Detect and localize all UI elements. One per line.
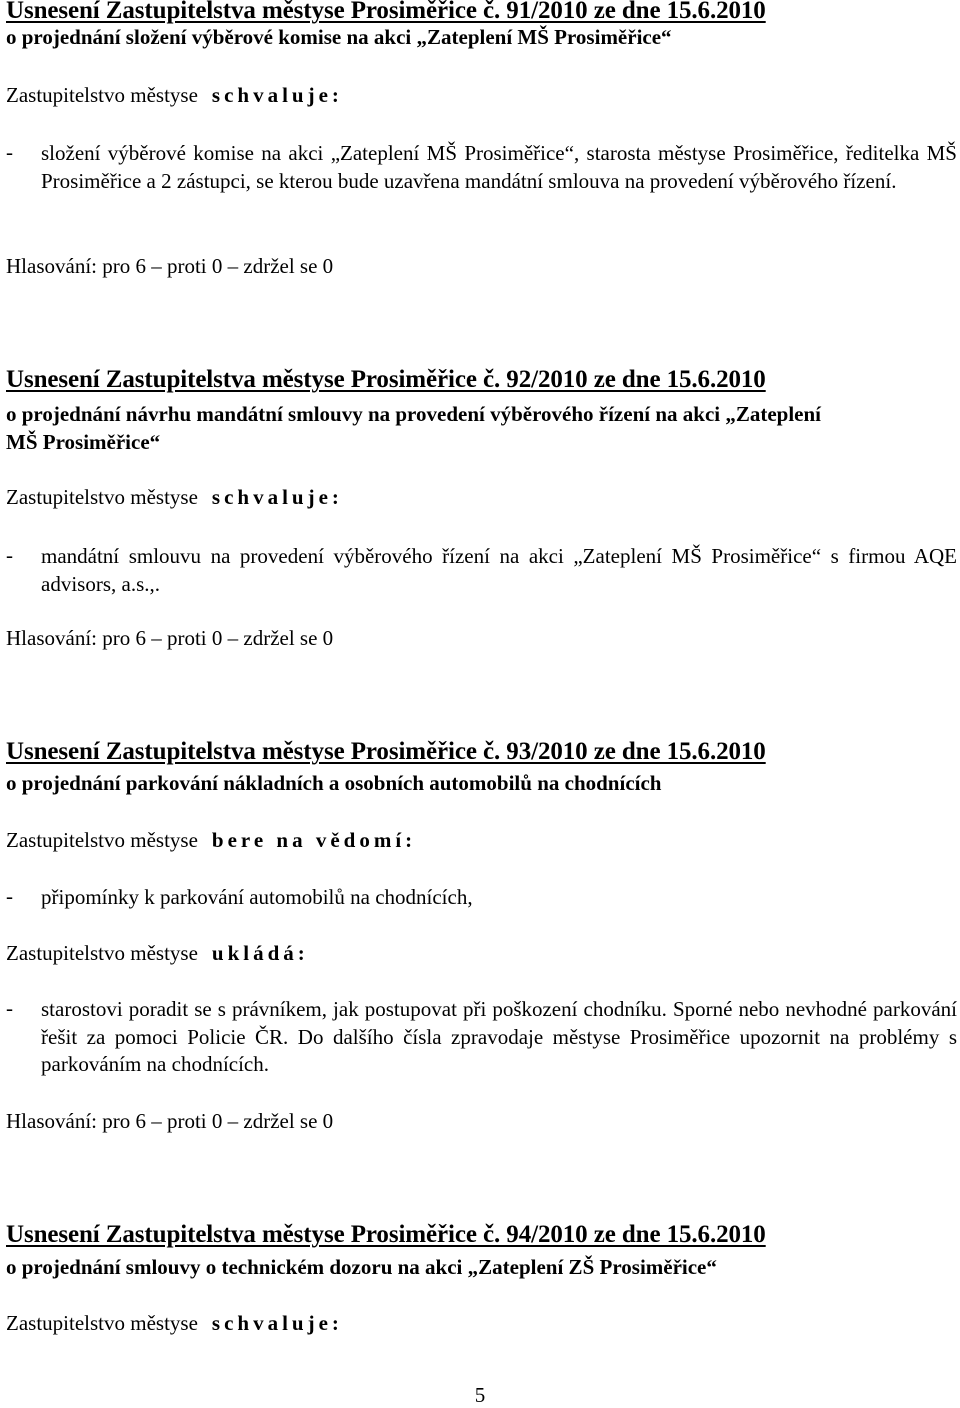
resolution-91-subject: o projednání složení výběrové komise na akci „Zateplení MŠ Prosiměřice“ [6,25,672,49]
resolution-93-item-2: starostovi poradit se s právníkem, jak postupovat při poškození chodníku. Sporné nebo nevhodné parkování řešit za pomoci Policie ČR. Do dalšího čísla zpravodaje městyse Prosiměřice upozornit na problémy s parkováním na chodnících. [41,997,957,1076]
council-label: Zastupitelstvo městyse [6,828,198,852]
resolution-92-subject-line-2: MŠ Prosiměřice“ [6,430,161,454]
resolution-93-vote: Hlasování: pro 6 – proti 0 – zdržel se 0 [6,1109,334,1133]
list-dash: - [6,140,13,164]
resolution-verb: schvaluje: [211,83,343,107]
resolution-92-vote: Hlasování: pro 6 – proti 0 – zdržel se 0 [6,626,334,650]
resolution-verb: schvaluje: [211,1311,343,1335]
council-label: Zastupitelstvo městyse [6,485,198,509]
resolution-91-council-line [6,83,343,108]
resolution-91-title: Usnesení Zastupitelstva městyse Prosiměřice č. 91/2010 ze dne 15.6.2010 [6,0,766,24]
resolution-verb: bere na vědomí: [211,828,417,852]
resolution-93-council-line-2 [6,941,309,966]
council-label: Zastupitelstvo městyse [6,1311,198,1335]
resolution-verb: schvaluje: [211,485,343,509]
list-dash: - [6,543,13,567]
resolution-93-title: Usnesení Zastupitelstva městyse Prosiměřice č. 93/2010 ze dne 15.6.2010 [6,738,766,765]
resolution-verb: ukládá: [211,941,309,965]
page-number: 5 [474,1383,486,1407]
resolution-92-subject-line-1: o projednání návrhu mandátní smlouvy na provedení výběrového řízení na akci „Zateplení [6,402,822,426]
resolution-94-subject: o projednání smlouvy o technickém dozoru na akci „Zateplení ZŠ Prosiměřice“ [6,1255,717,1279]
resolution-92-council-line [6,485,343,510]
resolution-92-title: Usnesení Zastupitelstva městyse Prosiměřice č. 92/2010 ze dne 15.6.2010 [6,366,766,393]
council-label: Zastupitelstvo městyse [6,941,198,965]
list-dash: - [6,884,13,908]
resolution-93-subject: o projednání parkování nákladních a osobních automobilů na chodnících [6,771,662,795]
council-label: Zastupitelstvo městyse [6,83,198,107]
list-dash: - [6,996,13,1020]
resolution-94-title: Usnesení Zastupitelstva městyse Prosiměřice č. 94/2010 ze dne 15.6.2010 [6,1221,766,1248]
resolution-91-vote: Hlasování: pro 6 – proti 0 – zdržel se 0 [6,254,334,278]
resolution-92-item: mandátní smlouvu na provedení výběrového řízení na akci „Zateplení MŠ Prosiměřice“ s firmou AQE advisors, a.s.,. [41,544,957,596]
resolution-93-item-1: připomínky k parkování automobilů na chodnících, [41,885,473,909]
resolution-91-item: složení výběrové komise na akci „Zateplení MŠ Prosiměřice“, starosta městyse Prosiměřice, ředitelka MŠ Prosiměřice a 2 zástupci, se kterou bude uzavřena mandátní smlouva na provedení výběrového řízení. [41,141,957,193]
resolution-94-council-line [6,1311,343,1336]
resolution-93-council-line-1 [6,828,416,853]
